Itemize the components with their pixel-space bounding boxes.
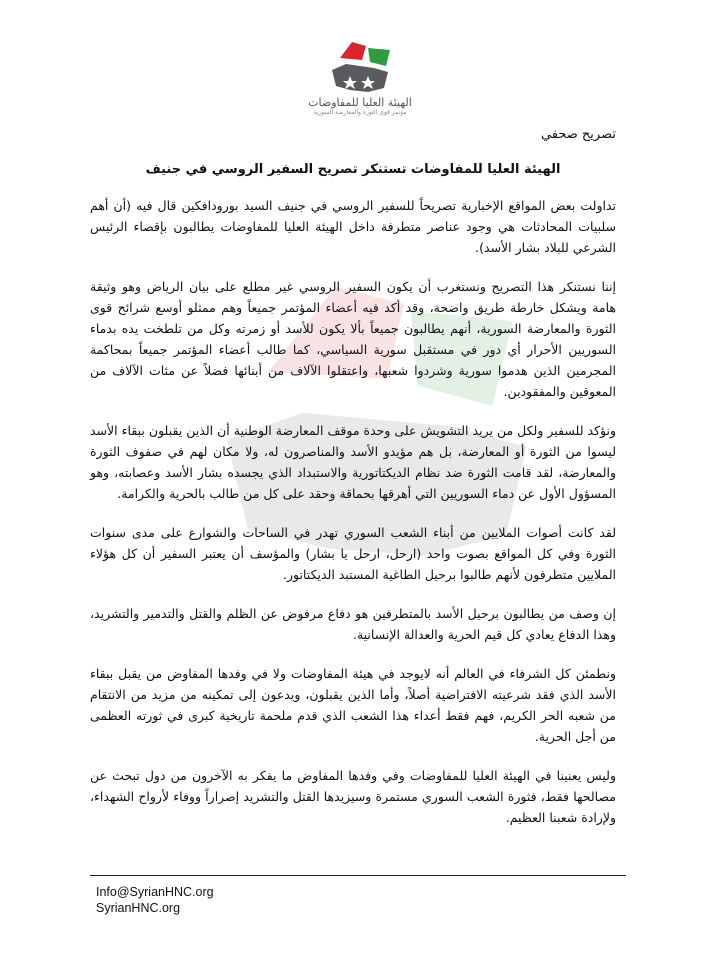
paragraph-3: ونؤكد للسفير ولكل من يريد التشويش على وحدة موقف المعارضة الوطنية أن الذين يقبلون ببقاء الأسد ليسوا من الثورة أو المعارضة، بل هم مؤيدو الأسد والمناصرون له، ولا مكان لهم في صفوف الثورة والمعارضة، لقد قامت الثورة ضد نظام الديكتاتورية والاستبداد الذي يجسده بشار الأسد وعصابته، وهو المسؤول الأول عن دماء السوريين التي أهرقها بحماقة وحقد على كل من طالب بالحرية والكرامة. bbox=[90, 423, 616, 501]
logo-emblem-icon bbox=[310, 36, 410, 100]
logo-org-name: الهيئة العليا للمفاوضات bbox=[308, 96, 412, 109]
logo-org-subtitle: مؤتمر قوى الثورة والمعارضة السورية bbox=[313, 109, 407, 116]
document-label: تصريح صحفي bbox=[540, 127, 616, 142]
paragraph-4: لقد كانت أصوات الملايين من أبناء الشعب السوري تهدر في الساحات والشوارع على مدى سنوات الثورة وفي كل المواقع بصوت واحد (ارحل، ارحل يا بشار) والمؤسف أن يعتبر السفير أن كل هؤلاء الملايين متطرفون لأنهم طالبوا برحيل الطاغية المستبد الديكتاتور. bbox=[90, 525, 616, 582]
press-release-body bbox=[90, 124, 616, 846]
organization-logo bbox=[300, 36, 420, 132]
footer-contact bbox=[96, 884, 214, 916]
footer-website-link[interactable]: SyrianHNC.org bbox=[96, 901, 181, 915]
document-title: الهيئة العليا للمفاوضات تستنكر تصريح السفير الروسي في جنيف bbox=[145, 162, 561, 177]
paragraph-2: إننا نستنكر هذا التصريح ونستغرب أن يكون السفير الروسي غير مطلع على بيان الرياض وهو وثيقة هامة ويشكل خارطة طريق واضحة، وقد أكد فيه أعضاء المؤتمر جميعاً وهم ممثلو أوسع شرائح قوى الثورة والمعارضة السورية، أنهم يطالبون جميعاً بألا يكون للأسد أو زمرته وكل من تلطخت يده بدماء السوريين الأحرار أي دور في مستقبل سورية السياسي، كما طالب أعضاء المؤتمر جميعاً بمحاكمة المجرمين الذين هدموا سورية وشردوا شعبها، واعتقلوا الآلاف من أبنائها فضلاً عن مئات الآلاف من المعوقين والمفقودين. bbox=[90, 279, 616, 399]
footer-email-link[interactable]: Info@SyrianHNC.org bbox=[96, 885, 214, 899]
paragraph-7: وليس يعنينا في الهيئة العليا للمفاوضات وفي وفدها المفاوض ما يفكر به الآخرون من دول تبحث عن مصالحها فقط، فثورة الشعب السوري مستمرة وسيزيدها القتل والتشريد إصراراً ووفاء لأرواح الشهداء، ولإرادة شعبنا العظيم. bbox=[90, 768, 616, 825]
paragraph-1: تداولت بعض المواقع الإخبارية تصريحاً للسفير الروسي في جنيف السيد بورودافكين قال فيه (أن أهم سلبيات المحادثات هي وجود عناصر متطرفة داخل الهيئة العليا للمفاوضات يطالبون بإقصاء الرئيس الشرعي للبلاد بشار الأسد). bbox=[90, 198, 616, 255]
footer-divider bbox=[90, 875, 626, 876]
paragraph-6: ونطمئن كل الشرفاء في العالم أنه لايوجد في هيئة المفاوضات ولا في وفدها المفاوض من يقبل ببقاء الأسد الذي فقد شرعيته الافتراضية أصلاً، وأما الذين يقبلون، ويدعون إلى تمكينه من مزيد من الانتقام من شعبه الحر الكريم، فهم فقط أعداء هذا الشعب الذي قدم ملحمة تاريخية كبرى في ثورته العظمى من أجل الحرية. bbox=[90, 666, 616, 744]
paragraph-5: إن وصف من يطالبون برحيل الأسد بالمتطرفين هو دفاع مرفوض عن الظلم والقتل والتدمير والتشريد، وهذا الدفاع يعادي كل قيم الحرية والعدالة الإنسانية. bbox=[90, 606, 616, 642]
